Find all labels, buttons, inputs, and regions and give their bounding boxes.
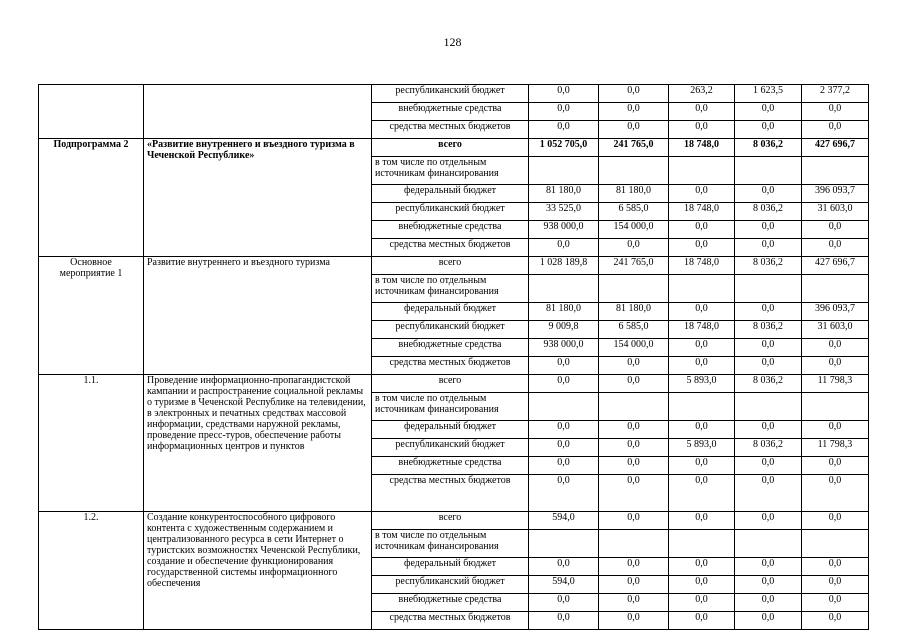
- amount-cell: 0,0: [669, 576, 735, 594]
- amount-cell: 0,0: [599, 612, 669, 630]
- amount-cell: [735, 530, 802, 558]
- item-name-cell: [144, 85, 372, 139]
- amount-cell: 9 009,8: [529, 321, 599, 339]
- funding-source-cell: республиканский бюджет: [372, 576, 529, 594]
- amount-cell: 396 093,7: [802, 185, 869, 203]
- funding-source-cell: внебюджетные средства: [372, 339, 529, 357]
- funding-source-cell: федеральный бюджет: [372, 558, 529, 576]
- funding-source-cell: федеральный бюджет: [372, 421, 529, 439]
- amount-cell: [802, 157, 869, 185]
- funding-source-cell: республиканский бюджет: [372, 203, 529, 221]
- item-code-cell: Основное мероприятие 1: [39, 257, 144, 375]
- amount-cell: [599, 530, 669, 558]
- amount-cell: 8 036,2: [735, 439, 802, 457]
- amount-cell: 0,0: [529, 457, 599, 475]
- amount-cell: 0,0: [599, 85, 669, 103]
- amount-cell: 0,0: [599, 475, 669, 512]
- amount-cell: 154 000,0: [599, 221, 669, 239]
- amount-cell: 0,0: [802, 121, 869, 139]
- amount-cell: 0,0: [735, 612, 802, 630]
- amount-cell: [669, 530, 735, 558]
- amount-cell: 0,0: [802, 239, 869, 257]
- funding-source-cell: всего: [372, 257, 529, 275]
- amount-cell: 0,0: [529, 439, 599, 457]
- funding-source-cell: внебюджетные средства: [372, 594, 529, 612]
- amount-cell: 1 052 705,0: [529, 139, 599, 157]
- item-name-cell: Развитие внутреннего и въездного туризма: [144, 257, 372, 375]
- amount-cell: 8 036,2: [735, 139, 802, 157]
- amount-cell: 0,0: [599, 103, 669, 121]
- amount-cell: 0,0: [802, 457, 869, 475]
- amount-cell: 11 798,3: [802, 439, 869, 457]
- amount-cell: 0,0: [735, 357, 802, 375]
- amount-cell: 0,0: [599, 558, 669, 576]
- amount-cell: [669, 393, 735, 421]
- amount-cell: 6 585,0: [599, 203, 669, 221]
- amount-cell: 18 748,0: [669, 257, 735, 275]
- funding-source-cell: средства местных бюджетов: [372, 612, 529, 630]
- amount-cell: [529, 530, 599, 558]
- amount-cell: 0,0: [529, 121, 599, 139]
- amount-cell: 31 603,0: [802, 203, 869, 221]
- funding-source-cell: федеральный бюджет: [372, 303, 529, 321]
- amount-cell: [802, 393, 869, 421]
- amount-cell: 0,0: [599, 121, 669, 139]
- amount-cell: 0,0: [529, 475, 599, 512]
- amount-cell: 0,0: [669, 475, 735, 512]
- amount-cell: 0,0: [735, 576, 802, 594]
- amount-cell: [735, 393, 802, 421]
- amount-cell: 33 525,0: [529, 203, 599, 221]
- amount-cell: 0,0: [599, 594, 669, 612]
- amount-cell: 0,0: [802, 475, 869, 512]
- amount-cell: 11 798,3: [802, 375, 869, 393]
- table-row: [39, 375, 869, 393]
- funding-source-cell: средства местных бюджетов: [372, 357, 529, 375]
- amount-cell: 8 036,2: [735, 257, 802, 275]
- amount-cell: 8 036,2: [735, 203, 802, 221]
- funding-source-cell: всего: [372, 139, 529, 157]
- amount-cell: 0,0: [599, 457, 669, 475]
- item-code-cell: 1.1.: [39, 375, 144, 512]
- amount-cell: 81 180,0: [529, 303, 599, 321]
- amount-cell: 0,0: [669, 558, 735, 576]
- amount-cell: 0,0: [529, 375, 599, 393]
- amount-cell: 594,0: [529, 576, 599, 594]
- amount-cell: [599, 157, 669, 185]
- item-name-cell: Проведение информационно-пропагандистской кампании и распространение социальной рекламы о туризме в Чеченской Республике на телевидении, в электронных и печатных средствах массовой информации, средствами наружной рекламы, проведение пресс-туров, обеспечение работы информационных центров и пунктов: [144, 375, 372, 512]
- budget-table-body: [39, 85, 869, 630]
- amount-cell: 0,0: [669, 421, 735, 439]
- funding-source-cell: в том числе по отдельным источникам финансирования: [372, 530, 529, 558]
- funding-source-cell: республиканский бюджет: [372, 321, 529, 339]
- amount-cell: 594,0: [529, 512, 599, 530]
- amount-cell: 0,0: [735, 239, 802, 257]
- amount-cell: 0,0: [735, 121, 802, 139]
- funding-source-cell: в том числе по отдельным источникам финансирования: [372, 275, 529, 303]
- funding-source-cell: внебюджетные средства: [372, 103, 529, 121]
- amount-cell: 427 696,7: [802, 139, 869, 157]
- amount-cell: 0,0: [669, 339, 735, 357]
- amount-cell: 0,0: [802, 357, 869, 375]
- amount-cell: 0,0: [599, 512, 669, 530]
- amount-cell: [669, 275, 735, 303]
- amount-cell: 0,0: [599, 357, 669, 375]
- amount-cell: 8 036,2: [735, 321, 802, 339]
- amount-cell: 0,0: [529, 85, 599, 103]
- amount-cell: 0,0: [599, 576, 669, 594]
- table-row: [39, 257, 869, 275]
- funding-source-cell: средства местных бюджетов: [372, 475, 529, 512]
- amount-cell: 0,0: [802, 612, 869, 630]
- funding-source-cell: средства местных бюджетов: [372, 121, 529, 139]
- amount-cell: 0,0: [735, 185, 802, 203]
- amount-cell: 0,0: [669, 221, 735, 239]
- amount-cell: 0,0: [669, 612, 735, 630]
- amount-cell: 0,0: [802, 421, 869, 439]
- amount-cell: [669, 157, 735, 185]
- amount-cell: 0,0: [669, 121, 735, 139]
- amount-cell: 0,0: [735, 221, 802, 239]
- amount-cell: 0,0: [735, 512, 802, 530]
- amount-cell: 0,0: [599, 239, 669, 257]
- amount-cell: 0,0: [802, 103, 869, 121]
- amount-cell: 0,0: [599, 421, 669, 439]
- amount-cell: 0,0: [735, 594, 802, 612]
- funding-source-cell: федеральный бюджет: [372, 185, 529, 203]
- amount-cell: 0,0: [599, 375, 669, 393]
- amount-cell: 396 093,7: [802, 303, 869, 321]
- amount-cell: 938 000,0: [529, 339, 599, 357]
- amount-cell: [529, 393, 599, 421]
- amount-cell: 0,0: [669, 357, 735, 375]
- funding-source-cell: средства местных бюджетов: [372, 239, 529, 257]
- amount-cell: 0,0: [735, 303, 802, 321]
- amount-cell: 5 893,0: [669, 439, 735, 457]
- amount-cell: [599, 275, 669, 303]
- item-code-cell: [39, 85, 144, 139]
- amount-cell: 0,0: [735, 558, 802, 576]
- amount-cell: 0,0: [669, 185, 735, 203]
- amount-cell: 0,0: [529, 357, 599, 375]
- amount-cell: 0,0: [802, 221, 869, 239]
- amount-cell: 0,0: [802, 512, 869, 530]
- funding-source-cell: в том числе по отдельным источникам финансирования: [372, 157, 529, 185]
- item-code-cell: Подпрограмма 2: [39, 139, 144, 257]
- amount-cell: 31 603,0: [802, 321, 869, 339]
- amount-cell: [529, 275, 599, 303]
- amount-cell: 1 028 189,8: [529, 257, 599, 275]
- item-name-cell: «Развитие внутреннего и въездного туризма в Чеченской Республике»: [144, 139, 372, 257]
- funding-source-cell: внебюджетные средства: [372, 457, 529, 475]
- amount-cell: 0,0: [735, 457, 802, 475]
- funding-source-cell: республиканский бюджет: [372, 85, 529, 103]
- amount-cell: [529, 157, 599, 185]
- amount-cell: 0,0: [669, 303, 735, 321]
- amount-cell: 241 765,0: [599, 139, 669, 157]
- amount-cell: 0,0: [669, 512, 735, 530]
- amount-cell: [802, 530, 869, 558]
- amount-cell: 0,0: [529, 239, 599, 257]
- funding-source-cell: всего: [372, 375, 529, 393]
- amount-cell: 263,2: [669, 85, 735, 103]
- table-row: [39, 85, 869, 103]
- amount-cell: 0,0: [802, 558, 869, 576]
- budget-table: [38, 84, 869, 630]
- amount-cell: 0,0: [529, 594, 599, 612]
- amount-cell: [802, 275, 869, 303]
- funding-source-cell: всего: [372, 512, 529, 530]
- amount-cell: 0,0: [529, 558, 599, 576]
- amount-cell: 0,0: [735, 103, 802, 121]
- amount-cell: 938 000,0: [529, 221, 599, 239]
- amount-cell: 81 180,0: [529, 185, 599, 203]
- amount-cell: 5 893,0: [669, 375, 735, 393]
- item-name-cell: Создание конкурентоспособного цифрового контента с художественным содержанием и централизованного ресурса в сети Интернет о туристских возможностях Чеченской Республики, создание и обеспечение функционирования государственной системы информационного обеспечения: [144, 512, 372, 630]
- amount-cell: 0,0: [669, 594, 735, 612]
- amount-cell: 154 000,0: [599, 339, 669, 357]
- table-row: [39, 139, 869, 157]
- amount-cell: 18 748,0: [669, 321, 735, 339]
- page-number: 128: [443, 35, 462, 49]
- amount-cell: 427 696,7: [802, 257, 869, 275]
- table-row: [39, 512, 869, 530]
- amount-cell: [735, 275, 802, 303]
- amount-cell: 0,0: [669, 239, 735, 257]
- amount-cell: 81 180,0: [599, 185, 669, 203]
- amount-cell: 0,0: [529, 103, 599, 121]
- amount-cell: 0,0: [669, 457, 735, 475]
- amount-cell: [599, 393, 669, 421]
- amount-cell: 0,0: [735, 475, 802, 512]
- item-code-cell: 1.2.: [39, 512, 144, 630]
- amount-cell: 0,0: [669, 103, 735, 121]
- funding-source-cell: республиканский бюджет: [372, 439, 529, 457]
- amount-cell: 2 377,2: [802, 85, 869, 103]
- amount-cell: 0,0: [735, 421, 802, 439]
- amount-cell: 18 748,0: [669, 139, 735, 157]
- amount-cell: 0,0: [735, 339, 802, 357]
- amount-cell: 8 036,2: [735, 375, 802, 393]
- amount-cell: 241 765,0: [599, 257, 669, 275]
- amount-cell: 81 180,0: [599, 303, 669, 321]
- amount-cell: 0,0: [529, 421, 599, 439]
- funding-source-cell: в том числе по отдельным источникам финансирования: [372, 393, 529, 421]
- amount-cell: 0,0: [802, 594, 869, 612]
- amount-cell: 6 585,0: [599, 321, 669, 339]
- amount-cell: [735, 157, 802, 185]
- amount-cell: 0,0: [599, 439, 669, 457]
- amount-cell: 0,0: [802, 576, 869, 594]
- amount-cell: 0,0: [802, 339, 869, 357]
- amount-cell: 1 623,5: [735, 85, 802, 103]
- funding-source-cell: внебюджетные средства: [372, 221, 529, 239]
- amount-cell: 0,0: [529, 612, 599, 630]
- amount-cell: 18 748,0: [669, 203, 735, 221]
